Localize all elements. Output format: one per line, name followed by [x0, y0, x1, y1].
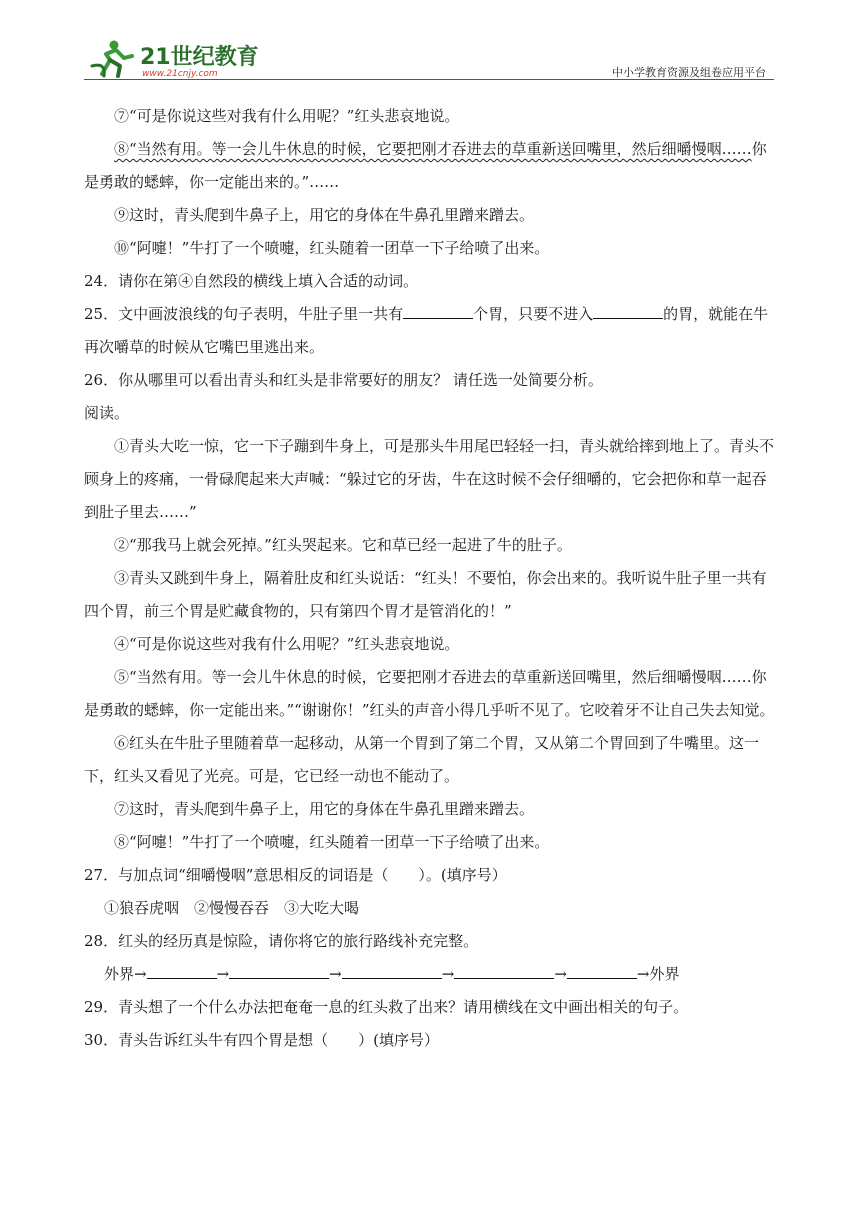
route-line	[84, 958, 778, 991]
question-25	[84, 298, 778, 364]
passage2-paragraph-2: ②“那我马上就会死掉。”红头哭起来。它和草已经一起进了牛的肚子。	[114, 536, 572, 554]
reading-label: 阅读。	[84, 404, 130, 422]
logo-url: www.21cnjy.com	[142, 69, 218, 79]
site-logo	[84, 36, 274, 80]
answer-blank[interactable]	[593, 300, 663, 319]
route-blank[interactable]	[229, 960, 329, 979]
question-25-part-a: 25．文中画波浪线的句子表明，牛肚子里一共有	[84, 305, 404, 323]
route-arrow: →	[441, 965, 455, 983]
answer-blank[interactable]	[403, 300, 473, 319]
passage1-paragraph-8	[84, 133, 778, 199]
passage2-paragraph-4: ④“可是你说这些对我有什么用呢？”红头悲哀地说。	[114, 635, 460, 653]
question-27: 27．与加点词“细嚼慢咽”意思相反的词语是（ ）。(填序号）	[84, 866, 507, 884]
passage2-paragraph-1: ①青头大吃一惊，它一下子蹦到牛身上，可是那头牛用尾巴轻轻一扫，青头就给摔到地上了。青头不顾身上的疼痛，一骨碌爬起来大声喊：“躲过它的牙齿，牛在这时候不会仔细嚼的，它会把你和草一起吞到肚子里去……”	[84, 437, 775, 521]
question-27-options: ①狼吞虎咽 ②慢慢吞吞 ③大吃大喝	[104, 899, 360, 917]
page-header	[84, 36, 774, 80]
exam-content	[84, 100, 778, 1057]
route-blank[interactable]	[147, 960, 217, 979]
passage2-paragraph-8: ⑧“阿嚏！”牛打了一个喷嚏，红头随着一团草一下子给喷了出来。	[114, 833, 550, 851]
question-26: 26．你从哪里可以看出青头和红头是非常要好的朋友？ 请任选一处简要分析。	[84, 371, 603, 389]
logo-title: 21世纪教育	[140, 45, 259, 70]
question-30: 30．青头告诉红头牛有四个胃是想（ ）(填序号）	[84, 1031, 439, 1049]
route-start: 外界→	[104, 965, 147, 983]
platform-name: 中小学教育资源及组卷应用平台	[612, 66, 766, 79]
runner-icon	[92, 41, 132, 77]
passage2-paragraph-3: ③青头又跳到牛身上，隔着肚皮和红头说话：“红头！不要怕，你会出来的。我听说牛肚子里一共有四个胃，前三个胃是贮藏食物的，只有第四个胃才是管消化的！”	[84, 569, 767, 620]
passage2-paragraph-7: ⑦这时，青头爬到牛鼻子上，用它的身体在牛鼻孔里蹭来蹭去。	[114, 800, 535, 818]
route-blank[interactable]	[342, 960, 442, 979]
route-arrow: →	[329, 965, 342, 983]
question-24: 24．请你在第④自然段的横线上填入合适的动词。	[84, 272, 419, 290]
header-divider	[84, 79, 774, 80]
wavy-underlined-sentence: ⑧“当然有用。等一会儿牛休息的时候，它要把刚才吞进去的草重新送回嘴里，然后细嚼慢咽……	[114, 140, 752, 158]
question-25-part-c: 的胃，就能在牛再次嚼草的时候从它嘴巴里逃出来。	[84, 305, 769, 356]
passage2-paragraph-6: ⑥红头在牛肚子里随着草一起移动，从第一个胃到了第二个胃，又从第二个胃回到了牛嘴里。这一下，红头又看见了光亮。可是，它已经一动也不能动了。	[84, 734, 760, 785]
route-arrow: →	[554, 965, 567, 983]
question-25-part-b: 个胃，只要不进入	[473, 305, 594, 323]
question-29: 29．青头想了一个什么办法把奄奄一息的红头救了出来？请用横线在文中画出相关的句子。	[84, 998, 689, 1016]
route-blank[interactable]	[567, 960, 637, 979]
route-blank[interactable]	[454, 960, 554, 979]
passage1-paragraph-10: ⑩“阿嚏！”牛打了一个喷嚏，红头随着一团草一下子给喷了出来。	[114, 239, 550, 257]
question-28: 28．红头的经历真是惊险，请你将它的旅行路线补充完整。	[84, 932, 479, 950]
route-end: →外界	[636, 965, 680, 983]
passage1-paragraph-9: ⑨这时，青头爬到牛鼻子上，用它的身体在牛鼻孔里蹭来蹭去。	[114, 206, 535, 224]
passage1-paragraph-7: ⑦“可是你说这些对我有什么用呢？”红头悲哀地说。	[114, 107, 460, 125]
paragraph-8-rest: 你是勇敢的蟋蟀，你一定能出来的。”……	[84, 140, 767, 191]
route-arrow: →	[216, 965, 230, 983]
passage2-paragraph-5: ⑤“当然有用。等一会儿牛休息的时候，它要把刚才吞进去的草重新送回嘴里，然后细嚼慢咽……你是勇敢的蟋蟀，你一定能出来。”“谢谢你！”红头的声音小得几乎听不见了。它咬着牙不让自己失去知觉。	[84, 668, 775, 719]
